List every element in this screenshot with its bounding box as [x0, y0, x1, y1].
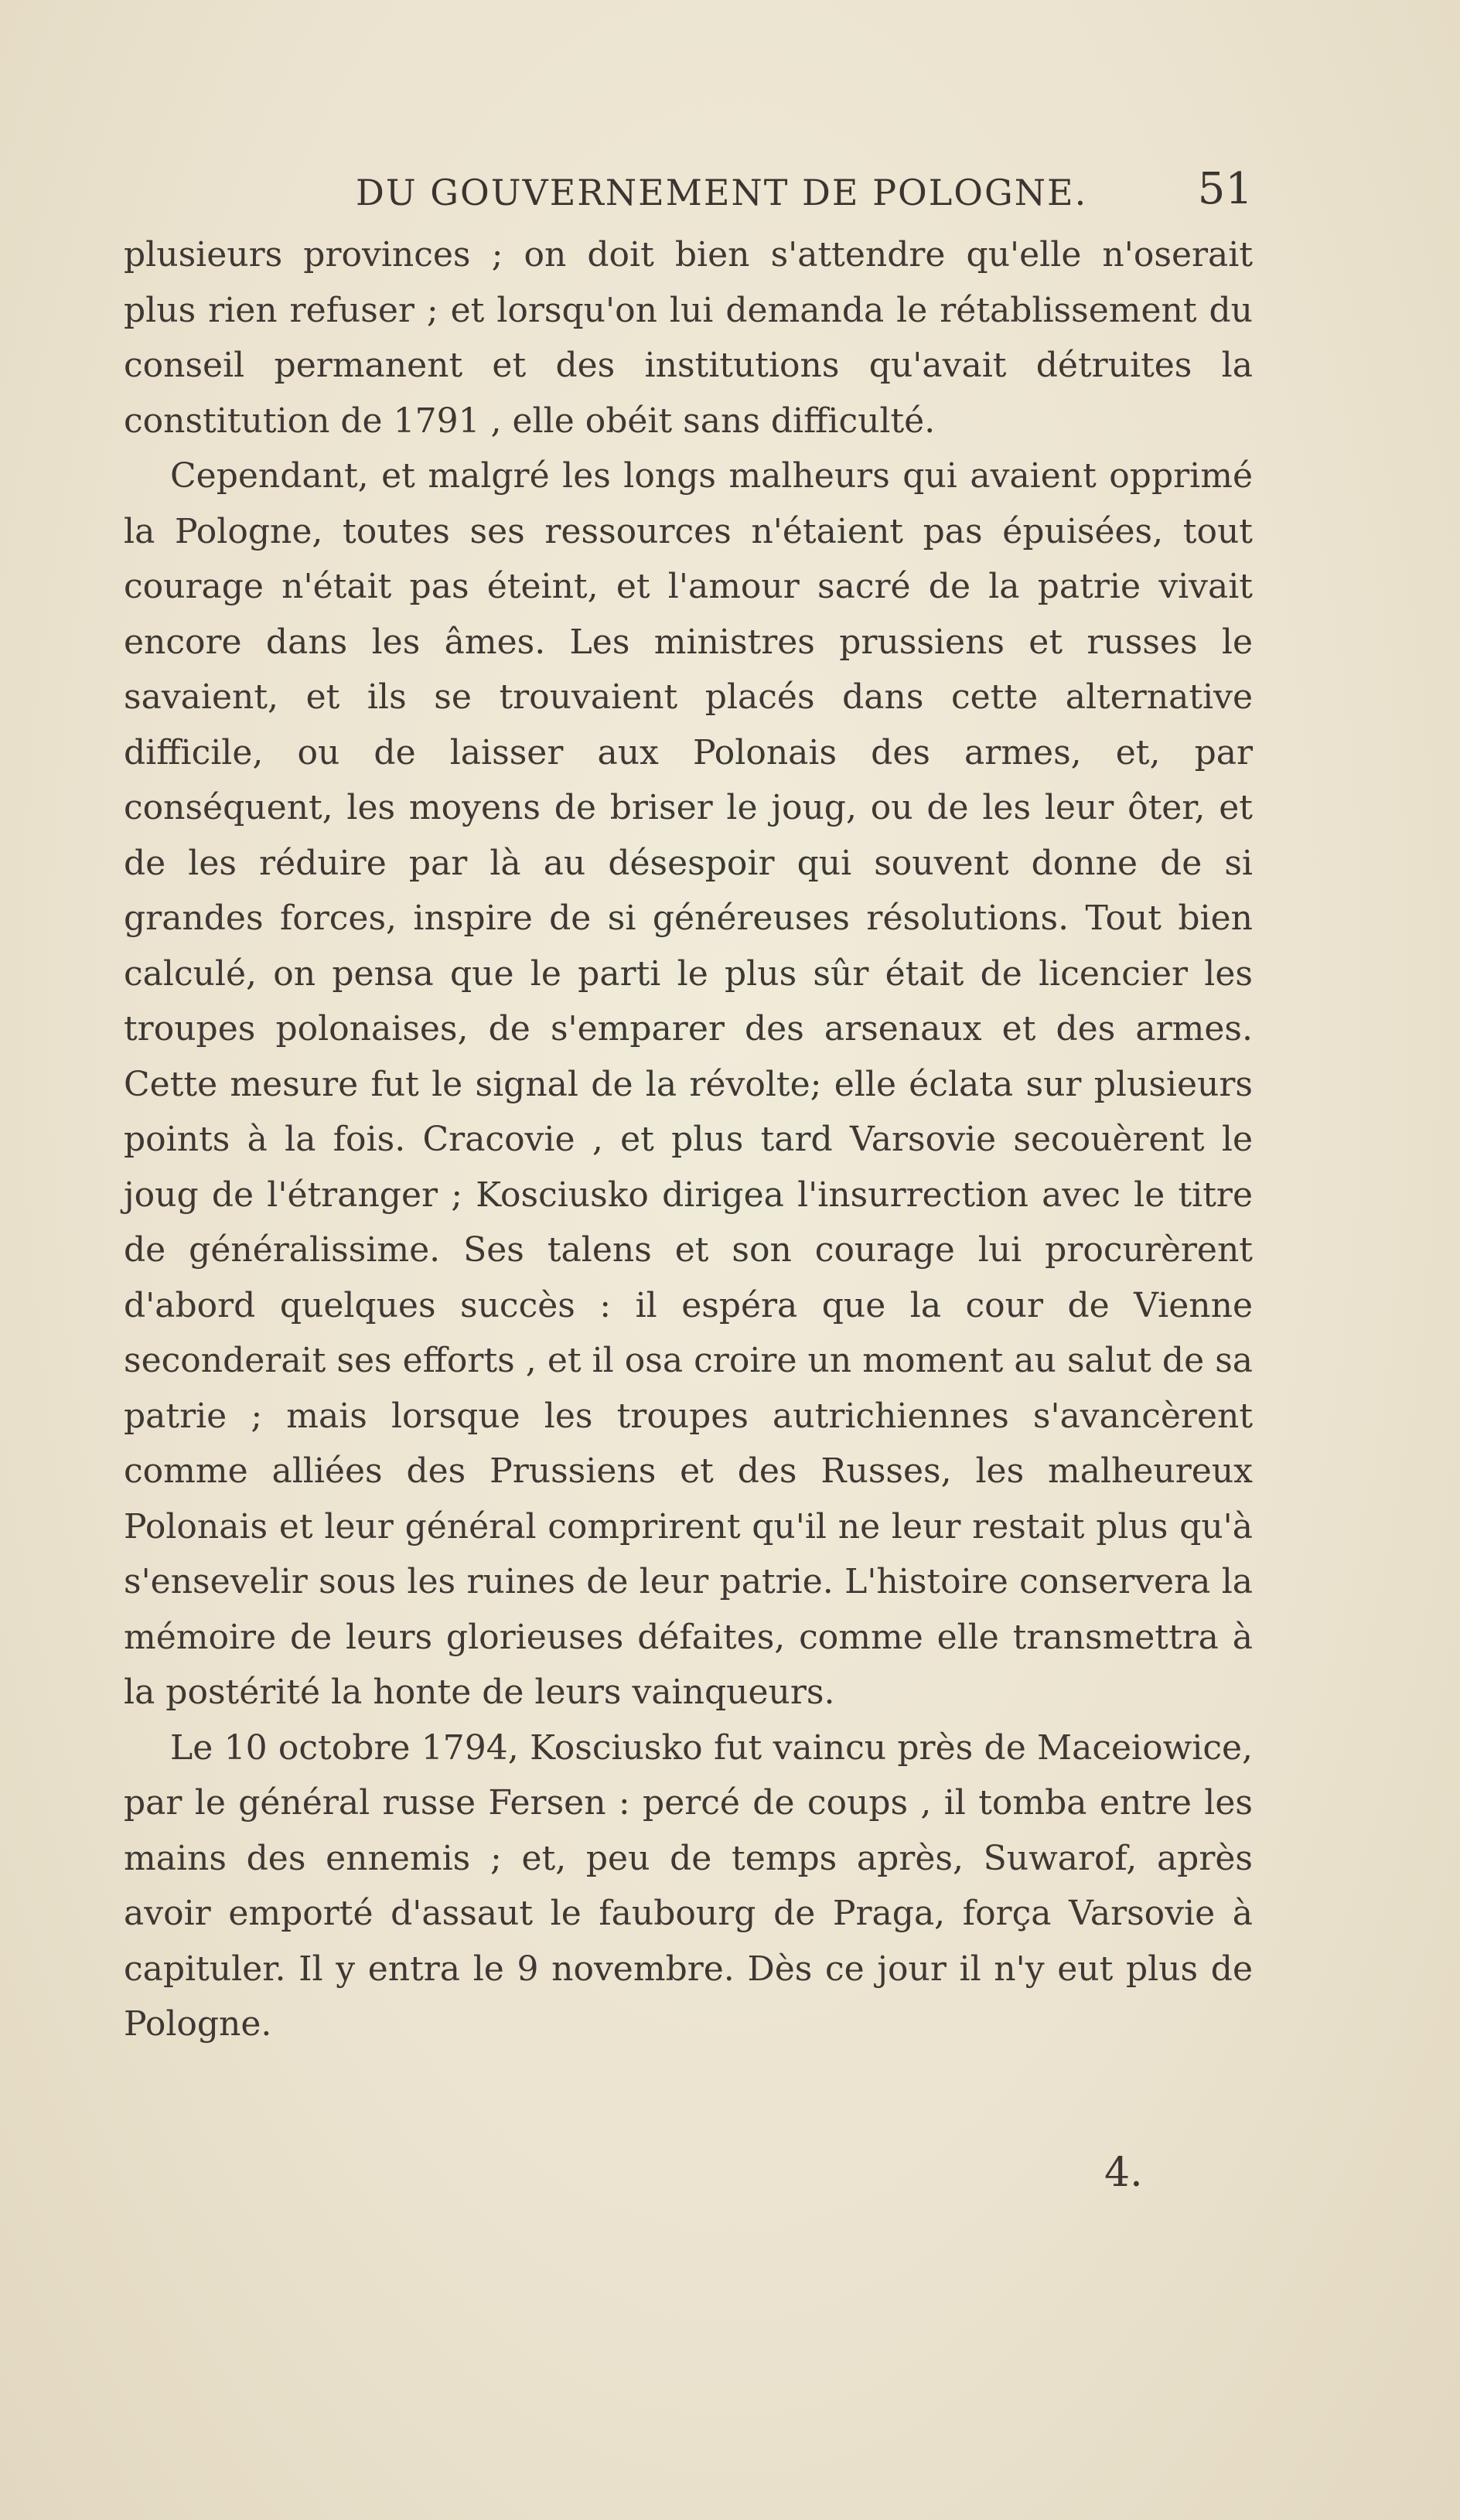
paragraph-3: Le 10 octobre 1794, Kosciusko fut vaincu près de Maceiowice, par le général russe Fersen : percé de coups , il tomba entre les mains des ennemis ; et, peu de temps après, Suwarof, après avoir emporté d'assaut le faubourg de Praga, força Varsovie à capituler. Il y entra le 9 novembre. Dès ce jour il n'y eut plus de Pologne. [124, 1727, 1253, 2044]
paragraph-2: Cependant, et malgré les longs malheurs qui avaient opprimé la Pologne, toutes ses ressources n'étaient pas épuisées, tout courage n'était pas éteint, et l'amour sacré de la patrie vivait encore dans les âmes. Les ministres prussiens et russes le savaient, et ils se trouvaient placés dans cette alternative difficile, ou de laisser aux Polonais des armes, et, par conséquent, les moyens de briser le joug, ou de les leur ôter, et de les réduire par là au désespoir qui souvent donne de si grandes forces, inspire de si généreuses résolutions. Tout bien calculé, on pensa que le parti le plus sûr était de licencier les troupes polonaises, de s'emparer des arsenaux et des armes. Cette mesure fut le signal de la révolte; elle éclata sur plusieurs points à la fois. Cracovie , et plus tard Varsovie secouèrent le joug de l'étranger ; Kosciusko dirigea l'insurrection avec le titre de généralissime. Ses talens et son courage lui procurèrent d'abord quelques succès : il espéra que la cour de Vienne seconderait ses efforts , et il osa croire un moment au salut de sa patrie ; mais lorsque les troupes autrichiennes s'avancèrent comme alliées des Prussiens et des Russes, les malheureux Polonais et leur général comprirent qu'il ne leur restait plus qu'à s'ensevelir sous les ruines de leur patrie. L'histoire conservera la mémoire de leurs glorieuses défaites, comme elle transmettra à la postérité la honte de leurs vainqueurs. [124, 456, 1253, 1712]
running-head: DU GOUVERNEMENT DE POLOGNE. [356, 172, 1088, 213]
body-text [124, 227, 1253, 2052]
paragraph-1: plusieurs provinces ; on doit bien s'attendre qu'elle n'oserait plus rien refuser ; et lorsqu'on lui demanda le rétablissement du conseil permanent et des institutions qu'avait détruites la constitution de 1791 , elle obéit sans difficulté. [124, 235, 1253, 441]
signature-mark: 4. [1104, 2150, 1143, 2196]
page-header [124, 164, 1253, 218]
page-number: 51 [1197, 164, 1253, 214]
